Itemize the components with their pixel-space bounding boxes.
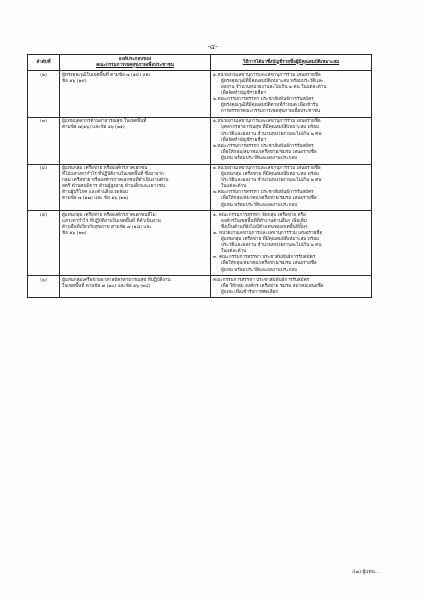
organization-cell — [60, 164, 211, 211]
row-number: (๕) — [28, 211, 60, 276]
organization-line: ผู้แทนกลุ่ม เครือข่าย หรือองค์กรภาคเอกชน — [62, 166, 148, 171]
organization-cell — [60, 211, 211, 276]
organization-line: ในเขตพื้นที่ ตามข้อ ๗ (๒๐) และข้อ ๑๖ (๒๔) — [62, 283, 151, 289]
method-line: ๒. หน่วยงานเลขานุการและเลขานุการร่วม เสนอรายชื่อ — [213, 230, 323, 236]
method-cell — [211, 71, 372, 118]
method-line: ๓. คณะกรรมการสรรหา ประชาสัมพันธ์การรับสมัคร — [213, 255, 316, 261]
method-line: การสรรหาคณะกรรมการเขตสุขภาพเพื่อประชาชน — [221, 109, 320, 115]
organization-line: ตามข้อ ๗ (๑๗) และ ข้อ ๑๖ (๒๒) — [62, 196, 129, 202]
table-row — [28, 71, 372, 118]
table-row — [28, 211, 372, 276]
method-cell — [211, 276, 372, 298]
organization-line: ผู้ทรงคุณวุฒิในเขตพื้นที่ ตามข้อ ๗ (๑๔) และ — [62, 72, 151, 78]
organization-line: กลุ่ม เครือข่าย หรือองค์กรภาคเอกชนที่ดำเนินงานด้าน — [62, 178, 169, 184]
organization-line: ผู้แทนกลุ่มเครือข่ายอาสาสมัครสาธารณสุข ที่ปฏิบัติงาน — [62, 277, 171, 283]
method-line: ในแต่ละด้าน — [221, 184, 247, 190]
organization-cell — [60, 276, 211, 298]
organization-line: ด้านผู้บริโภค และด้านสิ่งแวดล้อม — [62, 190, 128, 196]
organization-line: แสวงหากำไร ที่ปฏิบัติงานในเขตพื้นที่ ที่ดำเนินงาน — [62, 218, 161, 224]
method-line: ผู้แทน พร้อมประวัติและผลงานประกอบ — [221, 267, 297, 273]
method-line: ๒.คณะกรรมการสรรหา ประชาสัมพันธ์การรับสมัคร — [213, 97, 314, 103]
method-line: เพื่อจัดทำบัญชีรายชื่อฯ — [221, 90, 266, 96]
organization-cell — [60, 117, 211, 164]
method-cell — [211, 211, 372, 276]
method-line: ผู้ทรงคุณวุฒิที่มีคุณสมบัติตามที่กำหนด เพื่อเข้ารับ — [221, 103, 319, 109]
table-row — [28, 117, 372, 164]
method-line: ผู้แทน พร้อมประวัติและผลงานประกอบ — [221, 155, 297, 161]
method-line: เพื่อให้กลุ่ม/สมาคม/เครือข่าย/ชมรม เสนอรายชื่อ — [221, 149, 317, 155]
method-line: ๑.หน่วยงานเลขานุการและเลขานุการร่วม เสนอรายชื่อ — [213, 72, 321, 78]
method-line: ๒.คณะกรรมการสรรหา ประชาสัมพันธ์การรับสมัคร — [213, 190, 314, 196]
method-line: ในแต่ละด้าน — [221, 249, 247, 255]
method-line: ผู้แทนกลุ่ม เครือข่าย ที่มีคุณสมบัติเหมาะสม พร้อม — [221, 172, 320, 178]
row-number: (๓) — [28, 117, 60, 164]
method-line: บุคลากรสาธารณสุข ที่มีคุณสมบัติเหมาะสม พร้อม — [221, 125, 319, 131]
method-line: คณะกรรมการสรรหา ประชาสัมพันธ์การรับสมัคร — [213, 277, 310, 283]
organization-line: สตรี ด้านคนพิการ ด้านผู้สูงอายุ ด้านเด็กและเยาวชน — [62, 184, 165, 190]
selection-table — [27, 54, 372, 298]
header-method-label: วิธีการได้มาซึ่งบัญชีรายชื่อผู้มีคุณสมบัติเหมาะสม — [242, 59, 340, 65]
method-line: ผู้แทนกลุ่ม เครือข่าย ที่มีคุณสมบัติเหมาะสม พร้อม — [221, 237, 320, 243]
method-line: ๑.หน่วยงานเลขานุการและเลขานุการร่วม เสนอรายชื่อ — [213, 119, 321, 125]
organization-line: ที่ไม่แสวงหากำไร ที่ปฏิบัติงานในเขตพื้นที่ ซึ่งมาจาก — [62, 172, 164, 178]
table-row — [28, 164, 372, 211]
continuation-note: /(๗) ผู้แทน... — [352, 570, 380, 575]
method-line: ประวัติและผลงาน จำนวนหน่วยงานละไม่เกิน ๒ คน — [221, 131, 322, 137]
row-number: (๖) — [28, 276, 60, 298]
method-line: องค์กรในเขตพื้นที่ที่ทำงานด้านอื่นๆ เพิ่มเติม — [221, 218, 307, 224]
organization-line: ผู้แทนกลุ่ม เครือข่าย หรือองค์กรภาคเอกชนที่ไม่ — [62, 212, 156, 218]
organization-line: ด้านอื่นที่เกี่ยวกับสุขภาพ ตามข้อ ๗ (๑๘) และ — [62, 224, 152, 230]
method-line: ประวัติและผลงาน จำนวนหน่วยงานละไม่เกิน ๒ คน — [221, 178, 322, 184]
method-line: ผู้แทน พร้อมประวัติและผลงานประกอบ — [221, 202, 297, 208]
organization-cell — [60, 71, 211, 118]
header-number: ลำดับที่ — [28, 55, 60, 71]
header-organization-sub: คณะกรรมการเขตสุขภาพเพื่อประชาชน — [96, 62, 174, 68]
method-cell — [211, 117, 372, 164]
header-organization — [60, 55, 211, 71]
row-number: (๔) — [28, 164, 60, 211]
organization-line: ข้อ ๑๖ (๒๓) — [62, 230, 87, 236]
organization-line: ตามข้อ ๗(๑๖) และข้อ ๑๖ (๒๑) — [62, 125, 125, 131]
page-number: -๔- — [207, 43, 218, 51]
method-line: เพื่อให้กลุ่ม/สมาคม/เครือข่าย/ชมรม เสนอรายชื่อ — [221, 261, 317, 267]
method-line: เพื่อ ให้กลุ่ม องค์กร เครือข่าย ชมรม สมาคมเสนอชื่อ — [221, 283, 324, 289]
method-line: เพื่อจัดทำบัญชีรายชื่อฯ — [221, 137, 266, 143]
table-row — [28, 276, 372, 298]
method-cell — [211, 164, 372, 211]
organization-line: ผู้แทนบุคลากรด้านสาธารณสุข ในเขตพื้นที่ — [62, 119, 147, 125]
method-line: ๑. คณะกรรมการสรรหา จัดกลุ่ม เครือข่าย หรือ — [213, 212, 306, 218]
header-method — [211, 55, 372, 71]
row-number: (๒) — [28, 71, 60, 118]
method-line: ซึ่งเป็นด้านที่ยังไม่มีตัวแทนของเขตพื้นที่นั้นๆ — [221, 224, 308, 230]
method-line: ผู้ทรงคุณวุฒิที่มีคุณสมบัติเหมาะสม พร้อมประวัติและ — [221, 78, 324, 84]
method-line: ๑.หน่วยงานเลขานุการและเลขานุการร่วม เสนอรายชื่อ — [213, 166, 321, 171]
method-line: เพื่อให้กลุ่ม/สมาคม/เครือข่าย/ชมรม เสนอรายชื่อ — [221, 196, 317, 202]
method-line: ผู้แทน เพื่อเข้ารับการคัดเลือก — [221, 289, 279, 295]
method-line: ๒.คณะกรรมการสรรหา ประชาสัมพันธ์การรับสมัคร — [213, 143, 314, 149]
table-header-row — [28, 55, 372, 71]
method-line: ผลงาน จำนวนหน่วยงานละไม่เกิน ๒ คน ในแต่ละด้าน — [221, 84, 327, 90]
organization-line: ข้อ ๑๖ (๑๙) — [62, 78, 87, 84]
method-line: ประวัติและผลงาน จำนวนหน่วยงานละไม่เกิน ๒ คน — [221, 243, 322, 249]
header-organization-top: องค์ประกอบของ — [118, 56, 152, 62]
